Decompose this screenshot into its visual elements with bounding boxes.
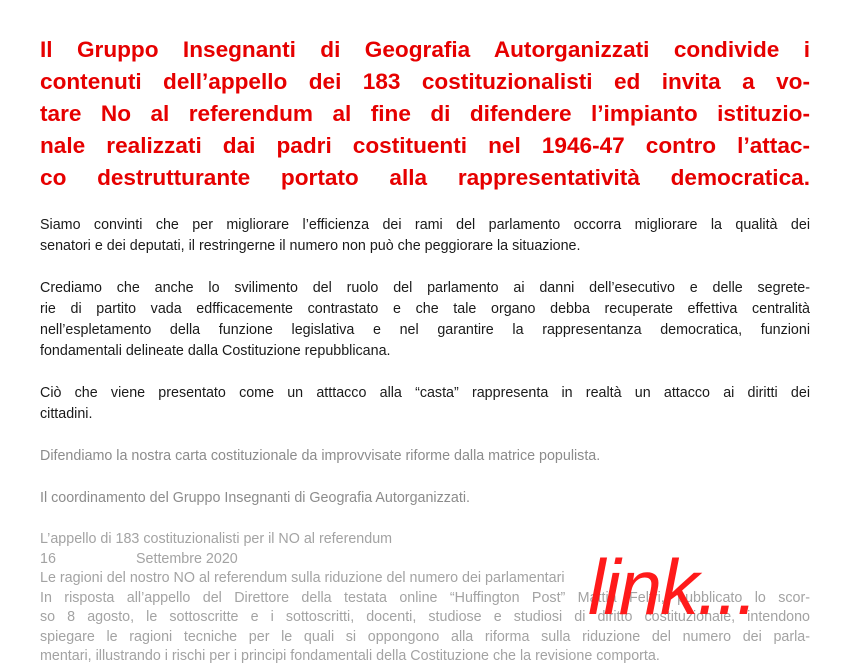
paragraph-line: cittadini. (40, 406, 93, 422)
read-more-link[interactable]: link... (588, 543, 757, 631)
paragraph-parliament-role (40, 278, 810, 362)
paragraph-line: senatori e dei deputati, il restringerne il numero non può che peggiorare la situazione. (40, 238, 581, 254)
paragraph-line: rie di partito vada edfficacemente contrastato e che tale organo debba recuperate effettiva centralità (40, 301, 810, 317)
appeal-body-line: mentari, illustrando i rischi per i principi fondamentali della Costituzione che la revisione comporta. (40, 648, 660, 664)
paragraph-line: fondamentali delineate dalla Costituzione repubblicana. (40, 343, 391, 359)
headline-line: Il Gruppo Insegnanti di Geografia Autorganizzati condivide i (40, 37, 810, 62)
headline-line: nale realizzati dai padri costituenti nel 1946-47 contro l’attac- (40, 133, 810, 158)
paragraph-line: Crediamo che anche lo svilimento del ruolo del parlamento ai danni dell’esecutivo e delle segrete- (40, 280, 810, 296)
appeal-date-day: 16 (40, 550, 56, 567)
paragraph-line: Ciò che viene presentato come un atttacco alla “casta” rappresenta in realtà un attacco ai diritti dei (40, 385, 810, 401)
appeal-body-line: spiegare le ragioni tecniche per le quali si oppongono alla riforma sulla riduzione del numero dei parla- (40, 628, 810, 645)
paragraph-line: nell’espletamento della funzione legislativa e nel garantire la rappresentanza democratica, funzioni (40, 322, 810, 338)
paragraph-efficiency (40, 215, 810, 257)
headline (40, 34, 810, 194)
appeal-body-line: so 8 agosto, le sottoscritte e i sottoscritti, docenti, studiose e studiosi di diritto costituzionale, intendono (40, 609, 810, 625)
headline-line: contenuti dell’appello dei 183 costituzionalisti ed invita a vo- (40, 69, 810, 94)
headline-line: co destrutturante portato alla rappresentatività democratica. (40, 165, 810, 190)
appeal-date-month-year: Settembre 2020 (136, 550, 238, 567)
paragraph-casta (40, 383, 810, 425)
signature-line: Il coordinamento del Gruppo Insegnanti di Geografia Autorganizzati. (40, 490, 470, 506)
appeal-subtitle: Le ragioni del nostro NO al referendum sulla riduzione del numero dei parlamentari (40, 570, 565, 586)
appeal-body-line: In risposta all’appello del Direttore della testata online “Huffington Post” Mattia Feltri, pubblicato lo scor- (40, 589, 810, 606)
appeal-title: L’appello di 183 costituzionalisti per il NO al referendum (40, 531, 393, 547)
paragraph-defend-charter: Difendiamo la nostra carta costituzionale da improvvisate riforme dalla matrice populista. (40, 448, 601, 464)
headline-line: tare No al referendum al fine di difendere l’impianto istituzio- (40, 101, 810, 126)
paragraph-line: Siamo convinti che per migliorare l’efficienza dei rami del parlamento occorra migliorare la qualità dei (40, 217, 810, 233)
